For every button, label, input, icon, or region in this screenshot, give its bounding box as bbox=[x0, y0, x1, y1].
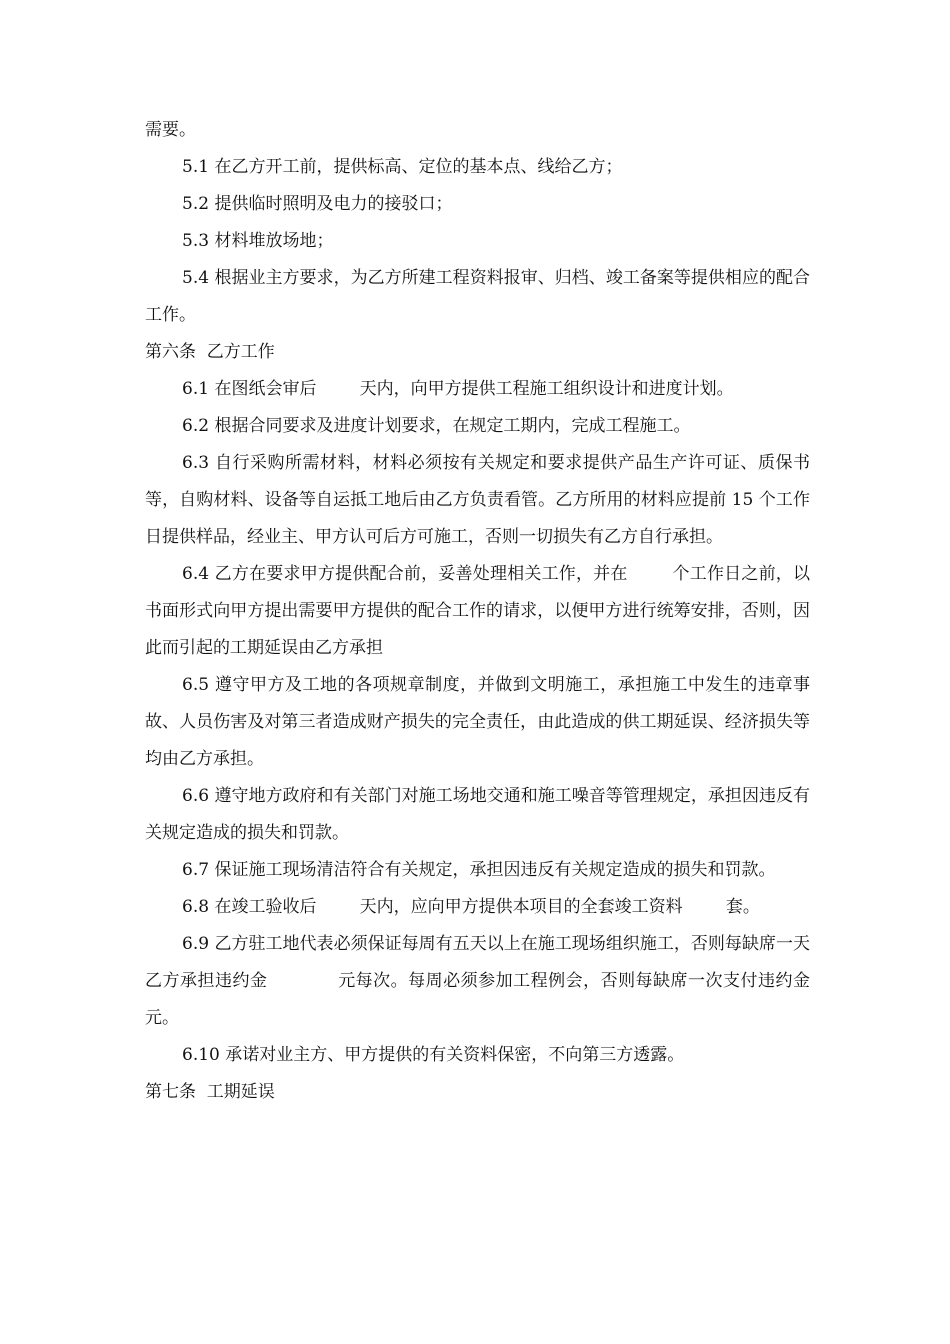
clause-6-1: 6.1 在图纸会审后 天内，向甲方提供工程施工组织设计和进度计划。 bbox=[182, 379, 734, 399]
clause-5-1: 5.1 在乙方开工前，提供标高、定位的基本点、线给乙方； bbox=[182, 157, 623, 177]
section-heading-article-6: 第六条 乙方工作 bbox=[145, 342, 275, 362]
clause-6-5: 6.5 遵守甲方及工地的各项规章制度，并做到文明施工，承担施工中发生的违章事故、人员伤害及对第三者造成财产损失的完全责任，由此造成的供工期延误、经济损失等均由乙方承担。 bbox=[145, 675, 810, 769]
clause-5-3: 5.3 材料堆放场地； bbox=[182, 231, 334, 251]
clause-6-2: 6.2 根据合同要求及进度计划要求，在规定工期内，完成工程施工。 bbox=[182, 416, 691, 436]
clause-5-4: 5.4 根据业主方要求，为乙方所建工程资料报审、归档、竣工备案等提供相应的配合工作。 bbox=[145, 268, 810, 325]
document-body bbox=[145, 112, 875, 1111]
clause-5-2: 5.2 提供临时照明及电力的接驳口； bbox=[182, 194, 453, 214]
clause-6-7: 6.7 保证施工现场清洁符合有关规定，承担因违反有关规定造成的损失和罚款。 bbox=[182, 860, 776, 880]
clause-6-9: 6.9 乙方驻工地代表必须保证每周有五天以上在施工现场组织施工，否则每缺席一天乙方承担违约金 元每次。每周必须参加工程例会，否则每缺席一次支付违约金 元。 bbox=[145, 934, 875, 1028]
clause-6-4: 6.4 乙方在要求甲方提供配合前，妥善处理相关工作，并在 个工作日之前，以书面形式向甲方提出需要甲方提供的配合工作的请求，以便甲方进行统筹安排，否则，因此而引起的工期延误由乙方承担 bbox=[145, 564, 810, 658]
clause-6-6: 6.6 遵守地方政府和有关部门对施工场地交通和施工噪音等管理规定，承担因违反有关规定造成的损失和罚款。 bbox=[145, 786, 810, 843]
clause-6-8: 6.8 在竣工验收后 天内，应向甲方提供本项目的全套竣工资料 套。 bbox=[182, 897, 760, 917]
paragraph-continuation: 需要。 bbox=[145, 120, 196, 140]
clause-6-3: 6.3 自行采购所需材料，材料必须按有关规定和要求提供产品生产许可证、质保书等，自购材料、设备等自运抵工地后由乙方负责看管。乙方所用的材料应提前 15 个工作日提供样品，经业主、甲方认可后方可施工，否则一切损失有乙方自行承担。 bbox=[145, 453, 810, 547]
clause-6-10: 6.10 承诺对业主方、甲方提供的有关资料保密，不向第三方透露。 bbox=[182, 1045, 685, 1065]
section-heading-article-7: 第七条 工期延误 bbox=[145, 1082, 275, 1102]
